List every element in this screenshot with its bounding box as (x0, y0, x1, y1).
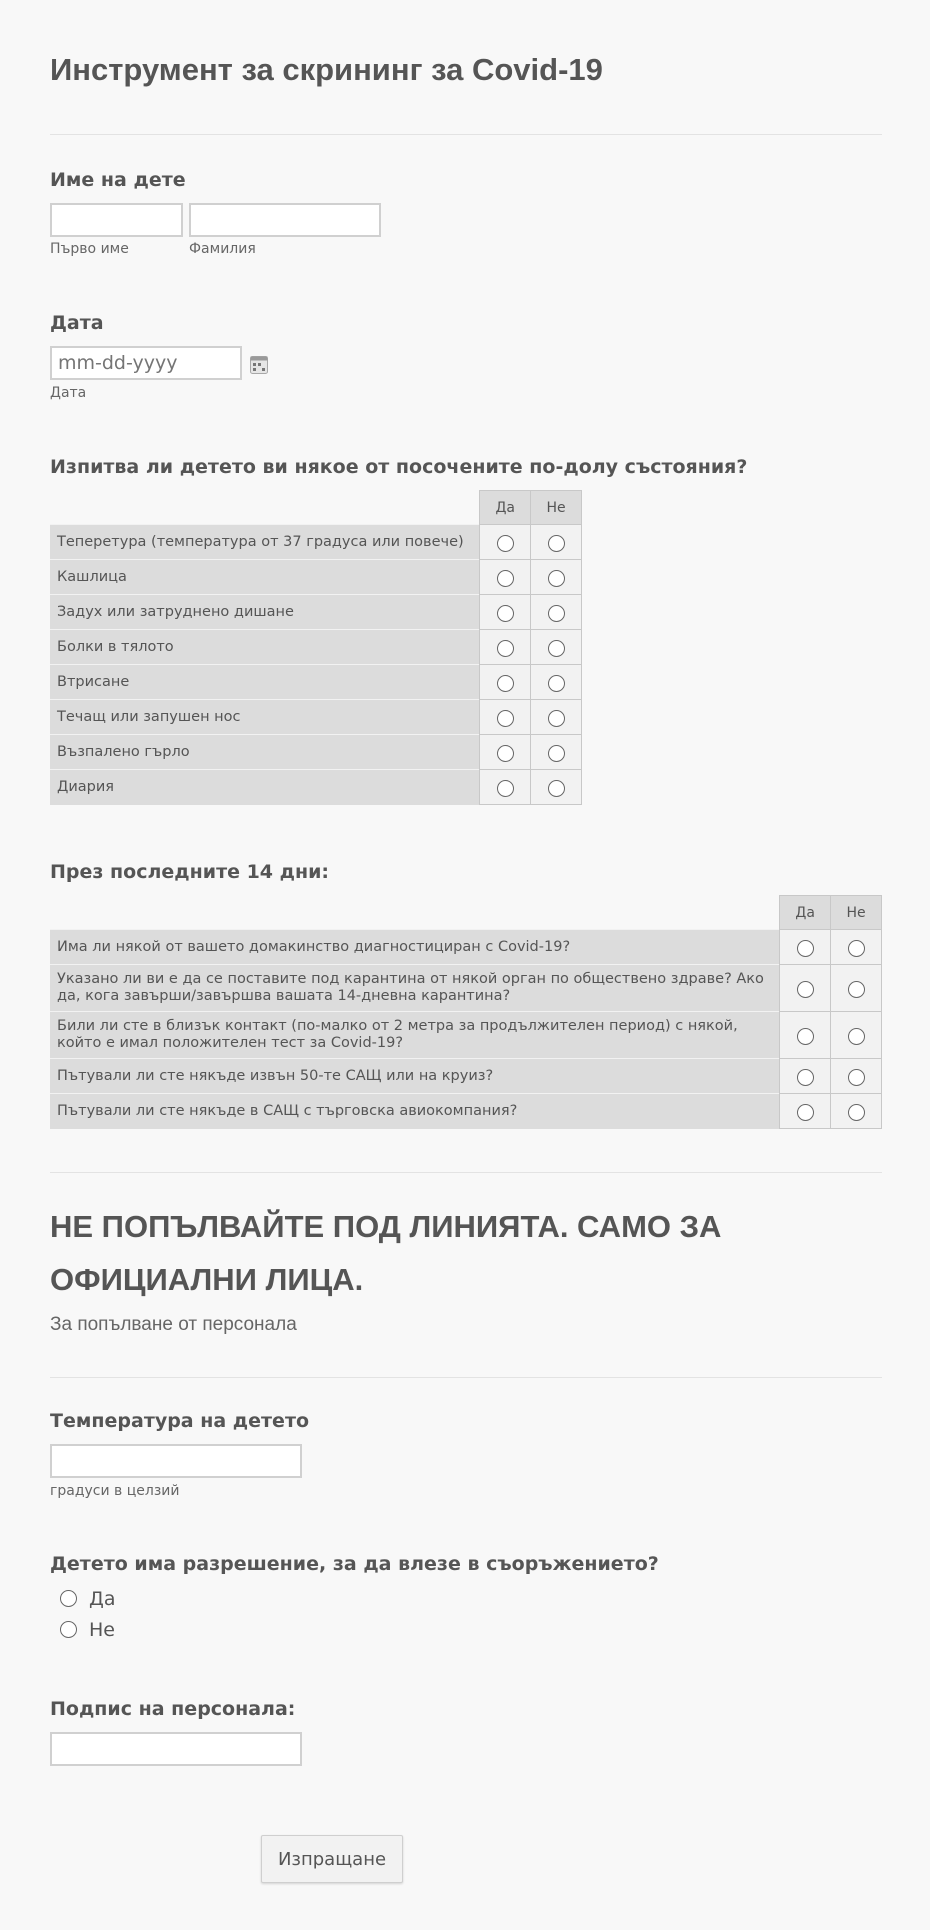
date-label: Дата (50, 312, 104, 334)
symptoms-cell-yes[interactable] (480, 665, 531, 700)
radio-yes[interactable] (497, 745, 514, 762)
permission-option-yes[interactable] (60, 1588, 116, 1610)
permission-option-yes-label: Да (89, 1588, 116, 1610)
last14-row-label: Пътували ли сте някъде извън 50-те САЩ или на круиз? (50, 1059, 780, 1094)
symptoms-cell-yes[interactable] (480, 560, 531, 595)
last14-matrix (50, 895, 882, 1129)
radio-yes[interactable] (797, 940, 814, 957)
radio-no[interactable] (548, 675, 565, 692)
calendar-icon[interactable] (250, 356, 268, 374)
radio-no[interactable] (548, 745, 565, 762)
radio-no[interactable] (548, 640, 565, 657)
last14-row-label: Указано ли ви е да се поставите под карантина от някой орган по обществено здраве? Ако да, кога завърши/завършва вашата 14-дневна карантина? (50, 965, 780, 1012)
divider (50, 1172, 882, 1173)
last14-cell-yes[interactable] (780, 965, 831, 1012)
last14-col-no: Не (831, 896, 882, 930)
form-title: Инструмент за скрининг за Covid-19 (50, 52, 603, 87)
last14-row (50, 1012, 882, 1059)
radio-no[interactable] (848, 940, 865, 957)
last14-row (50, 930, 882, 965)
symptoms-cell-no[interactable] (531, 630, 582, 665)
date-input[interactable] (50, 346, 242, 380)
signature-label: Подпис на персонала: (50, 1698, 296, 1720)
last14-row-label: Пътували ли сте някъде в САЩ с търговска авиокомпания? (50, 1094, 780, 1129)
radio-no[interactable] (548, 535, 565, 552)
symptoms-row-label: Задух или затруднено дишане (50, 595, 480, 630)
symptoms-row (50, 595, 582, 630)
symptoms-cell-yes[interactable] (480, 735, 531, 770)
last14-cell-no[interactable] (831, 1094, 882, 1129)
symptoms-row-label: Диария (50, 770, 480, 805)
last-name-input[interactable] (189, 203, 381, 237)
temperature-input[interactable] (50, 1444, 302, 1478)
last14-cell-no[interactable] (831, 965, 882, 1012)
symptoms-row (50, 560, 582, 595)
radio-yes[interactable] (497, 640, 514, 657)
permission-option-no[interactable] (60, 1619, 115, 1641)
symptoms-question: Изпитва ли детето ви някое от посочените по-долу състояния? (50, 456, 748, 478)
radio-no[interactable] (548, 780, 565, 797)
radio-yes[interactable] (797, 1069, 814, 1086)
radio-yes[interactable] (797, 981, 814, 998)
last14-col-yes: Да (780, 896, 831, 930)
symptoms-cell-no[interactable] (531, 560, 582, 595)
symptoms-row-label: Кашлица (50, 560, 480, 595)
signature-input[interactable] (50, 1732, 302, 1766)
submit-button[interactable]: Изпращане (261, 1835, 403, 1883)
last14-cell-no[interactable] (831, 1012, 882, 1059)
symptoms-row (50, 630, 582, 665)
radio-yes[interactable] (497, 570, 514, 587)
temperature-sublabel: градуси в целзий (50, 1483, 180, 1499)
radio-no[interactable] (548, 710, 565, 727)
divider (50, 1377, 882, 1378)
last14-cell-yes[interactable] (780, 930, 831, 965)
symptoms-cell-yes[interactable] (480, 525, 531, 560)
radio-no[interactable] (848, 981, 865, 998)
symptoms-row-label: Втрисане (50, 665, 480, 700)
radio-no[interactable] (548, 605, 565, 622)
symptoms-row (50, 735, 582, 770)
temperature-label: Температура на детето (50, 1410, 310, 1432)
last14-row-label: Били ли сте в близък контакт (по-малко от 2 метра за продължителен период) с някой, който е имал положителен тест за Covid-19? (50, 1012, 780, 1059)
last14-cell-no[interactable] (831, 930, 882, 965)
symptoms-cell-no[interactable] (531, 595, 582, 630)
date-sublabel: Дата (50, 385, 87, 401)
official-heading: НЕ ПОПЪЛВАЙТЕ ПОД ЛИНИЯТА. САМО ЗА ОФИЦИАЛНИ ЛИЦА. (50, 1209, 722, 1297)
last-name-sublabel: Фамилия (189, 241, 256, 257)
radio-no[interactable] (848, 1028, 865, 1045)
last14-row-label: Има ли някой от вашето домакинство диагностициран с Covid-19? (50, 930, 780, 965)
radio-yes[interactable] (497, 780, 514, 797)
symptoms-cell-yes[interactable] (480, 770, 531, 805)
radio-yes[interactable] (497, 710, 514, 727)
radio-no[interactable] (548, 570, 565, 587)
symptoms-row-label: Възпалено гърло (50, 735, 480, 770)
last14-cell-yes[interactable] (780, 1012, 831, 1059)
radio-yes[interactable] (797, 1028, 814, 1045)
symptoms-matrix (50, 490, 582, 805)
symptoms-cell-yes[interactable] (480, 630, 531, 665)
symptoms-cell-no[interactable] (531, 735, 582, 770)
symptoms-row-label: Течащ или запушен нос (50, 700, 480, 735)
symptoms-cell-no[interactable] (531, 700, 582, 735)
last14-cell-yes[interactable] (780, 1059, 831, 1094)
symptoms-col-no: Не (531, 491, 582, 525)
first-name-sublabel: Първо име (50, 241, 129, 257)
symptoms-cell-yes[interactable] (480, 595, 531, 630)
last14-row (50, 965, 882, 1012)
symptoms-row-label: Болки в тялото (50, 630, 480, 665)
radio-yes[interactable] (497, 535, 514, 552)
radio-yes[interactable] (497, 605, 514, 622)
first-name-input[interactable] (50, 203, 183, 237)
last14-cell-yes[interactable] (780, 1094, 831, 1129)
last14-cell-no[interactable] (831, 1059, 882, 1094)
official-subheading: За попълване от персонала (50, 1314, 297, 1335)
radio-no[interactable] (60, 1621, 77, 1638)
symptoms-row (50, 665, 582, 700)
child-name-label: Име на дете (50, 169, 186, 191)
radio-no[interactable] (848, 1069, 865, 1086)
radio-yes[interactable] (60, 1590, 77, 1607)
symptoms-cell-no[interactable] (531, 770, 582, 805)
last14-question: През последните 14 дни: (50, 861, 330, 883)
symptoms-row-label: Теперетура (температура от 37 градуса или повече) (50, 525, 480, 560)
symptoms-cell-yes[interactable] (480, 700, 531, 735)
symptoms-row (50, 525, 582, 560)
permission-label: Детето има разрешение, за да влезе в съоръжението? (50, 1553, 659, 1575)
symptoms-cell-no[interactable] (531, 665, 582, 700)
last14-row (50, 1094, 882, 1129)
symptoms-row (50, 700, 582, 735)
symptoms-row (50, 770, 582, 805)
permission-option-no-label: Не (89, 1619, 115, 1641)
radio-yes[interactable] (497, 675, 514, 692)
divider (50, 134, 882, 135)
symptoms-col-yes: Да (480, 491, 531, 525)
radio-yes[interactable] (797, 1104, 814, 1121)
symptoms-cell-no[interactable] (531, 525, 582, 560)
last14-row (50, 1059, 882, 1094)
radio-no[interactable] (848, 1104, 865, 1121)
